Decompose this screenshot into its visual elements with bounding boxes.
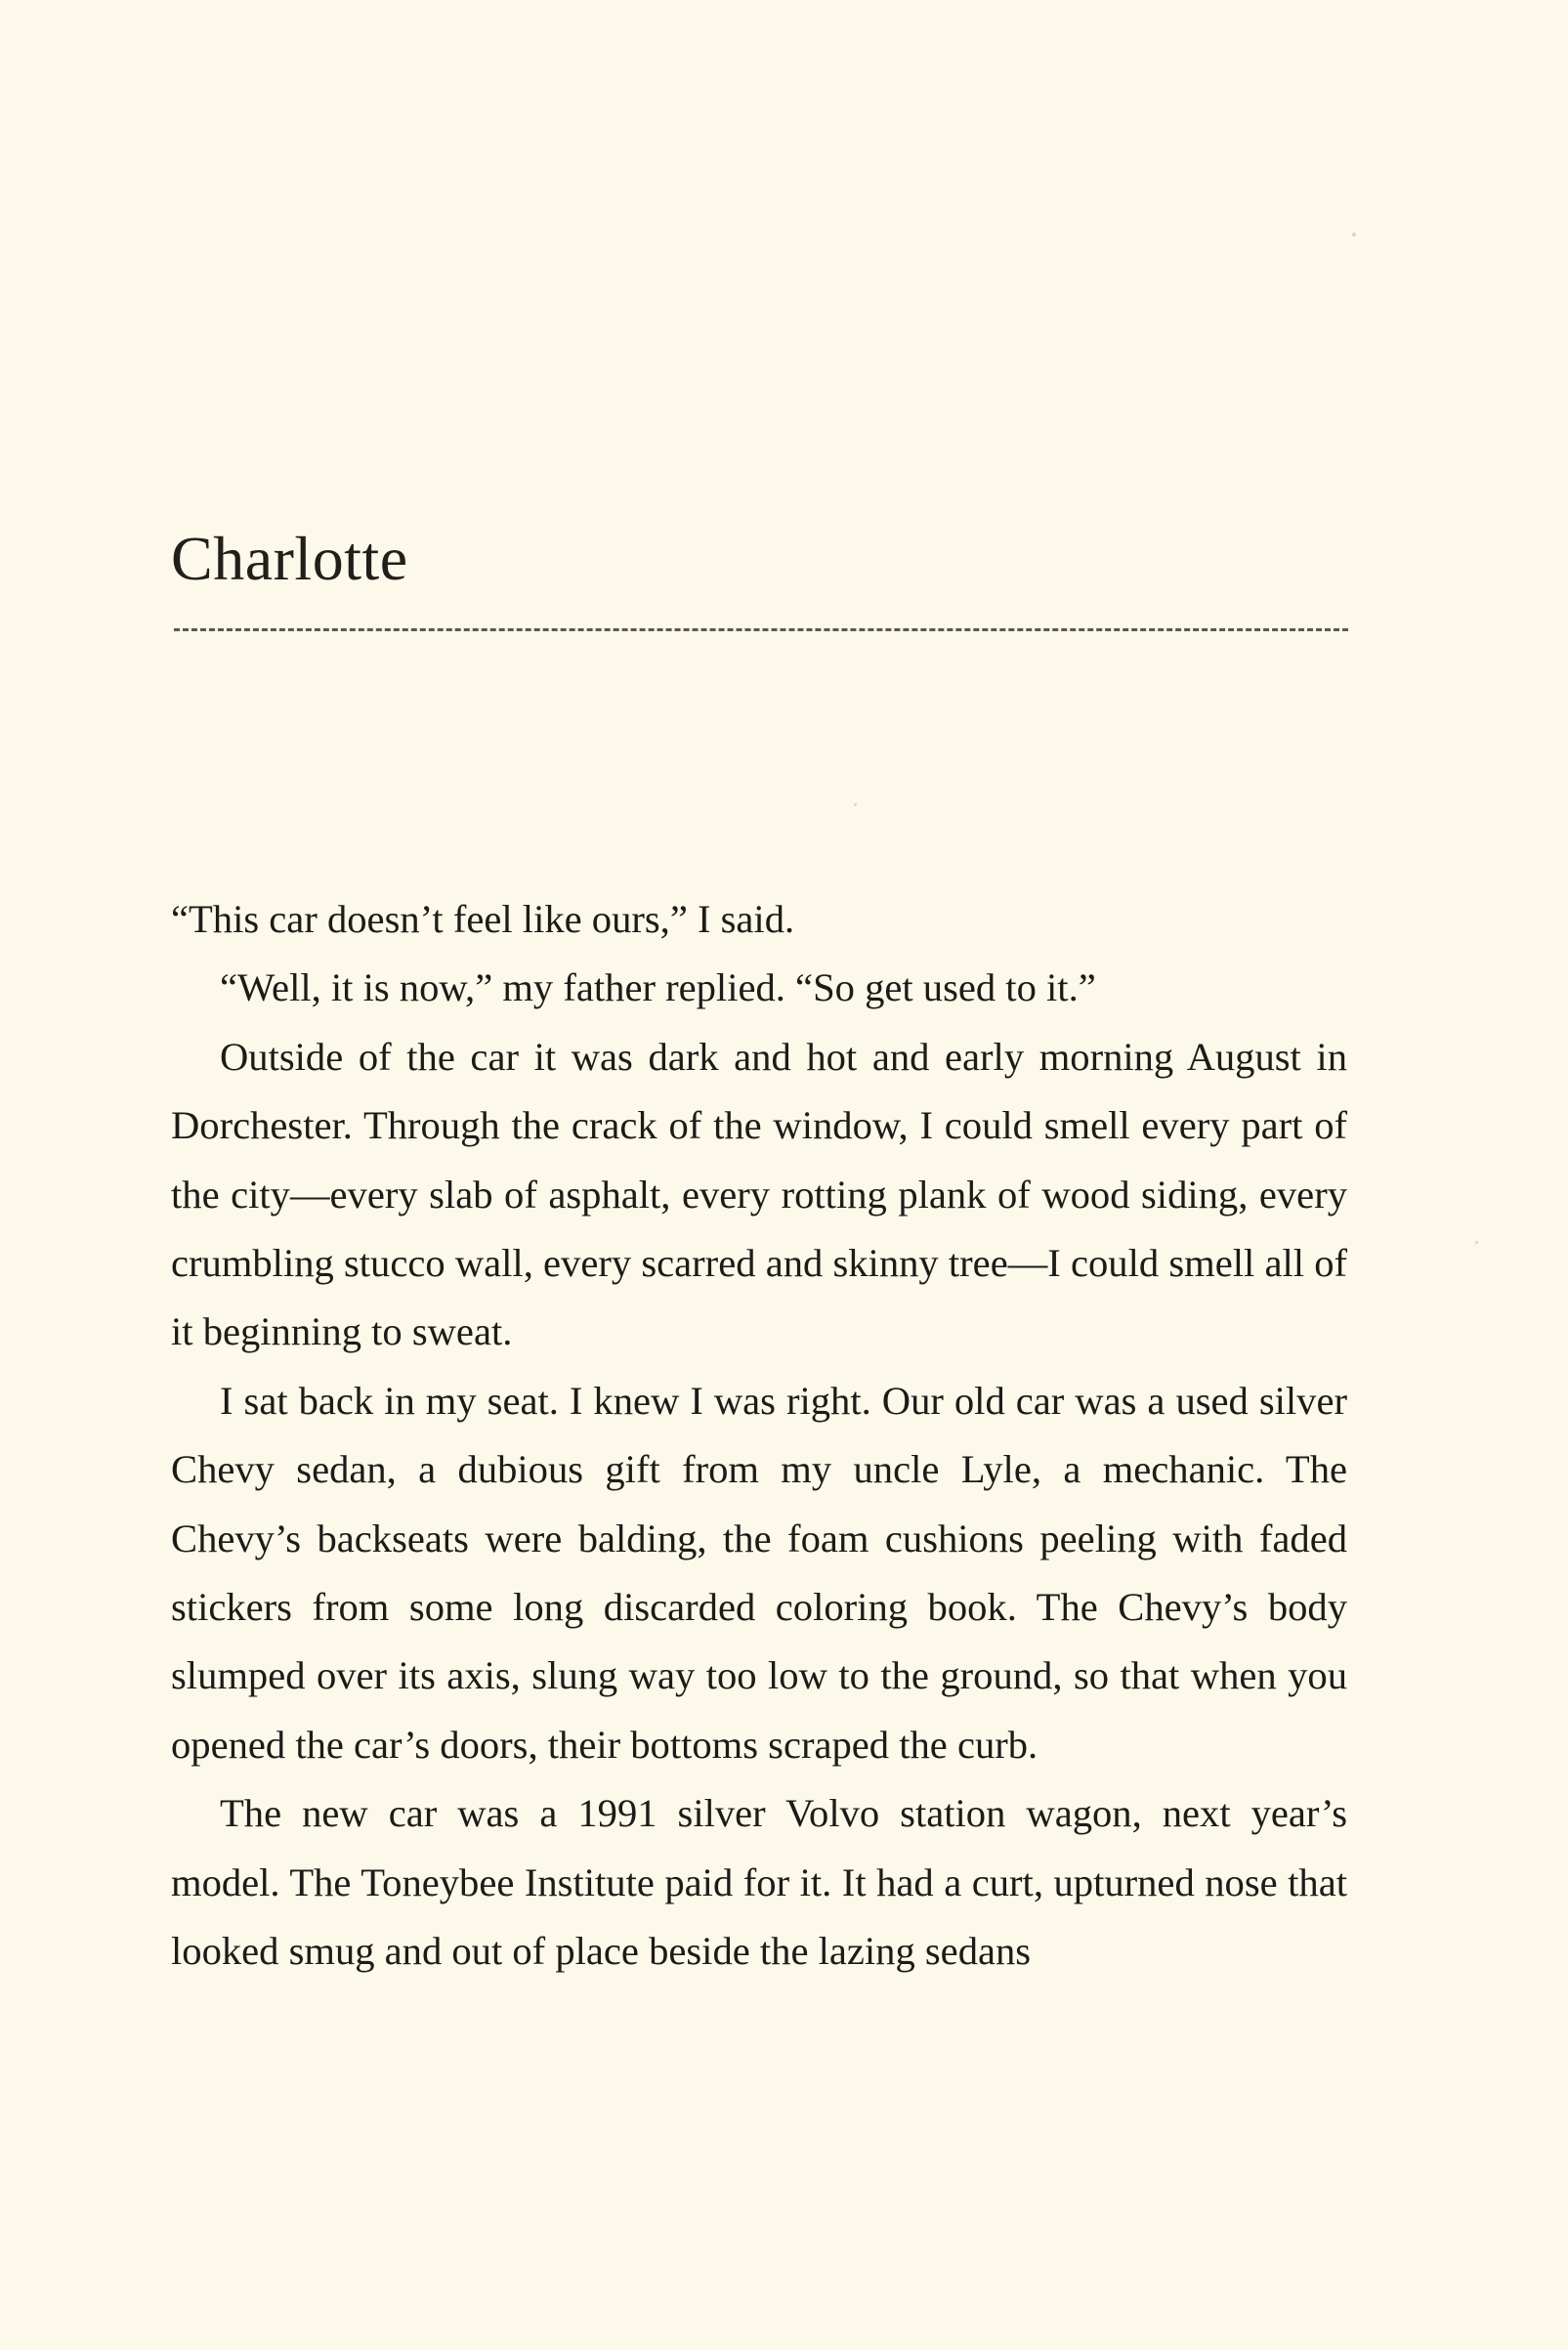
paragraph: Outside of the car it was dark and hot and early morning August in Dorchester. Through the crack of the window, I could smell every part of the city—every slab of asphalt, every rotting plank of wood siding, every crumbling stucco wall, every scarred and skinny tree—I could smell all of it beginning to sweat.	[171, 1034, 1347, 1354]
chapter-body	[171, 885, 1347, 1987]
paragraph: “Well, it is now,” my father replied. “So get used to it.”	[220, 965, 1096, 1010]
scan-speck	[854, 803, 857, 806]
paragraph: I sat back in my seat. I knew I was right. Our old car was a used silver Chevy sedan, a dubious gift from my uncle Lyle, a mechanic. The Chevy’s backseats were balding, the foam cushions peeling with faded stickers from some long discarded coloring book. The Chevy’s body slumped over its axis, slung way too low to the ground, so that when you opened the car’s doors, their bottoms scraped the curb.	[171, 1378, 1347, 1767]
scan-speck	[1475, 1241, 1478, 1244]
chapter-title: Charlotte	[171, 524, 408, 593]
scan-speck	[1352, 233, 1356, 236]
paragraph: The new car was a 1991 silver Volvo station wagon, next year’s model. The Toneybee Institute paid for it. It had a curt, upturned nose that looked smug and out of place beside the lazing sedans	[171, 1791, 1347, 1974]
chapter-divider	[174, 628, 1348, 631]
paragraph: “This car doesn’t feel like ours,” I said.	[171, 897, 795, 941]
